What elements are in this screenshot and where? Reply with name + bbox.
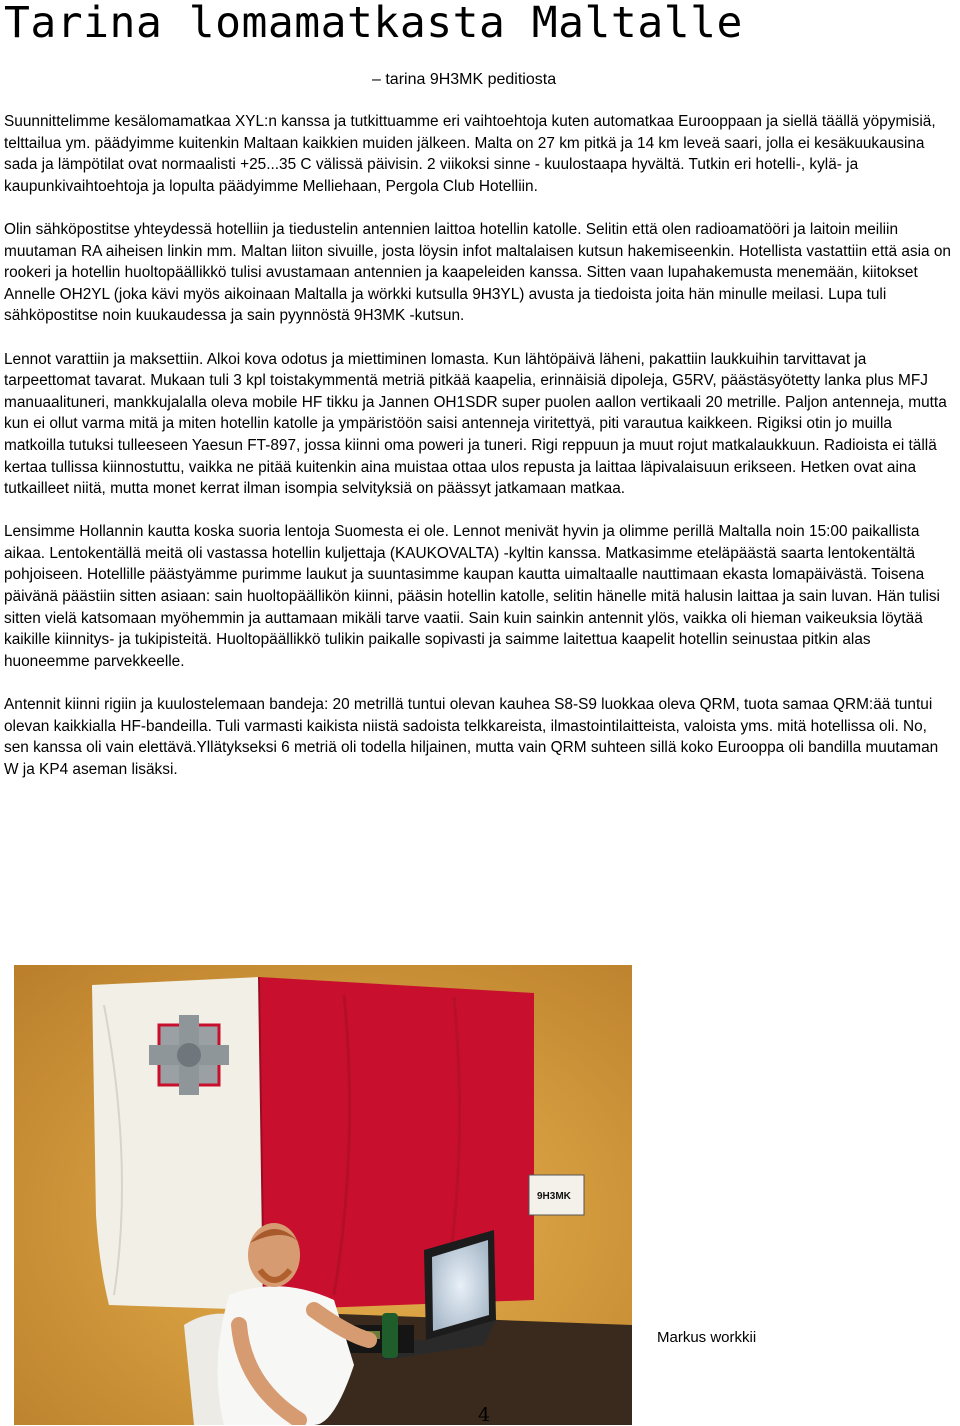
poster-label: 9H3MK [537, 1191, 571, 1202]
bottle [382, 1313, 398, 1358]
paragraph: Olin sähköpostitse yhteydessä hotelliin ja tiedustelin antennien laittoa hotellin katolle. Selitin että olen radioamatööri ja laitoin meiliin muutaman RA aiheisen linkin mm. Maltan liiton sivuille, josta löysin infot maltalaisen kutsun hakemiseenkin. Hotellista vastattiin että asia on rookeri ja hotellin huoltopäällikkö tulisi avustamaan antennien ja kaapeleiden kanssa. Sitten vaan lupahakemusta menemään, kiitokset Annelle OH2YL (joka kävi myös aikoinaan Maltalla ja wörkki kutsulla 9H3YL) avusta ja tiedoista joita hän minulle meilasi. Lupa tuli sähköpostitse noin kuukaudessa ja sain pyynnöstä 9H3MK -kutsun. [4, 220, 951, 325]
page-number: 4 [478, 1404, 491, 1426]
paragraph: Antennit kiinni rigiin ja kuulostelemaan bandeja: 20 metrillä tuntui olevan kauhea S8-S9 luokkaa oleva QRM, tuota samaa QRM:ää tuntui olevan kaikkialla HF-bandeilla. Tuli varmasti kaikista niistä sadoista telkkareista, ilmastointilaitteista, valoista yms. mitä hotellissa oli. No, sen kanssa oli vain elettävä.Yllätykseksi 6 metriä oli todella hiljainen, mutta vain QRM suhteen sillä koko Eurooppa oli bandilla muutaman W ja KP4 aseman lisäksi. [4, 696, 939, 778]
paragraph: Lennot varattiin ja maksettiin. Alkoi kova odotus ja miettiminen lomasta. Kun lähtöpäivä läheni, pakattiin laukkuihin tarvittavat ja tarpeettomat tavarat. Mukaan tuli 3 kpl toistakymmentä metriä pitkää kaapelia, erinnäisiä dipoleja, G5RV, päästäsyötetty lanka plus MFJ manuaalituneri, mankkujalalla oleva mobile HF tikku ja Jannen OH1SDR super puolen aallon vertikaali 20 metrille. Paljon antenneja, mutta kun ei ollut varma mitä ja miten hotellin katolle ja ympäristöön saisi antenneja viritettyä, piti varautua kaikkeen. Rigiksi otin jo muilla matkoilla tutuksi tulleeseen Yaesun FT-897, jossa kiinni oma poweri ja tuneri. Rigi reppuun ja muut rojut matkalaukkuun. Radioista ei tällä kertaa tullissa kiinnostuttu, vaikka ne pitää kuitenkin aina muistaa ottaa ulos repusta ja laittaa läpivalaisuun erikseen. Hetken ovat aina tutkailleet niitä, mutta monet kerrat ilman isompia selvityksiä on päässyt jatkamaan matkaa. [4, 350, 947, 498]
photo-caption: Markus workkii [657, 1329, 757, 1346]
page-title: Tarina lomamatkasta Maltalle [4, 0, 743, 48]
subtitle: – tarina 9H3MK peditiosta [372, 71, 557, 88]
photo-markus-at-radio [14, 965, 632, 1425]
photo-illustration [14, 965, 632, 1425]
call-sign-poster [529, 1175, 584, 1215]
article-body [4, 111, 956, 802]
paragraph: Suunnittelimme kesälomamatkaa XYL:n kanssa ja tutkittuamme eri vaihtoehtoja kuten automatkaa Eurooppaan ja siellä täällä yöpymisiä, telttailua ym. päädyimme kuitenkin Maltaan kaikkien muiden jälkeen. Malta on 27 km pitkä ja 14 km leveä saari, jolla ei kesäkuukausina sada ja lämpötilat ovat normaalisti +25...35 C välissä päivisin. 2 viikoksi sinne - kuulostaapa hyvältä. Tutkin eri hotelli-, kylä- ja kaupunkivaihtoehtoja ja lopulta päädyimme Melliehaan, Pergola Club Hotelliin. [4, 113, 936, 195]
paragraph: Lensimme Hollannin kautta koska suoria lentoja Suomesta ei ole. Lennot menivät hyvin ja olimme perillä Maltalla noin 15:00 paikallista aikaa. Lentokentällä meitä oli vastassa hotellin kuljettaja (KAUKOVALTA) -kyltin kanssa. Matkasimme eteläpäästä saarta lentokentältä pohjoiseen. Hotellille päästyämme purimme laukut ja suuntasimme kaupan kautta uimaltaalle nauttimaan ekasta lomapäivästä. Toisena päivänä päästiin sitten asiaan: sain huoltopäällikön kiinni, pääsin hotellin katolle, selitin hänelle mitä halusin laittaa ja sain luvan. Hän tulisi sitten vielä katsomaan myöhemmin ja auttamaan mikäli tarve vaatii. Sain kuin sainkin antennit ylös, vaikka oli hieman vaikeuksia löytää kaikille kiinnitys- ja tukipisteitä. Huoltopäällikkö tulikin paikalle sopivasti ja saimme laitettua kaapelit hotellin seinustaa pitkin alas huoneemme parvekkeelle. [4, 523, 940, 670]
george-cross-icon [149, 1015, 229, 1095]
